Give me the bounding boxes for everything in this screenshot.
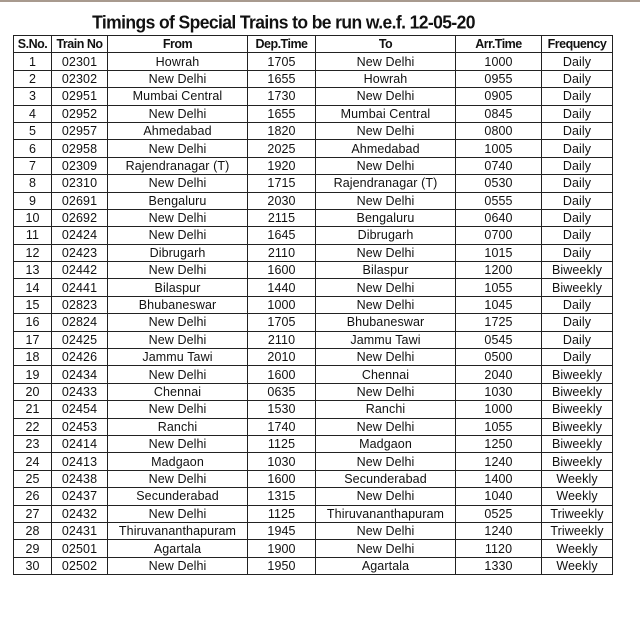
table-row [14, 122, 613, 139]
cell-arr-time: 0640 [456, 209, 542, 226]
cell-dep-time: 2115 [248, 209, 316, 226]
cell-from: New Delhi [108, 435, 248, 452]
cell-dep-time: 1950 [248, 557, 316, 574]
cell-to: New Delhi [316, 192, 456, 209]
cell-dep-time: 1705 [248, 314, 316, 331]
cell-frequency: Daily [542, 175, 613, 192]
cell-to: New Delhi [316, 53, 456, 70]
cell-to: New Delhi [316, 540, 456, 557]
cell-sno: 25 [14, 470, 52, 487]
cell-train-no: 02441 [52, 279, 108, 296]
column-header-sno: S.No. [14, 36, 52, 53]
cell-arr-time: 0525 [456, 505, 542, 522]
cell-frequency: Daily [542, 314, 613, 331]
cell-dep-time: 1125 [248, 435, 316, 452]
cell-arr-time: 1005 [456, 140, 542, 157]
cell-dep-time: 1125 [248, 505, 316, 522]
cell-to: Bilaspur [316, 262, 456, 279]
table-row [14, 314, 613, 331]
cell-sno: 15 [14, 296, 52, 313]
cell-sno: 18 [14, 349, 52, 366]
cell-arr-time: 0905 [456, 88, 542, 105]
cell-from: New Delhi [108, 175, 248, 192]
cell-arr-time: 0545 [456, 331, 542, 348]
cell-to: Dibrugarh [316, 227, 456, 244]
cell-to: Jammu Tawi [316, 331, 456, 348]
table-row [14, 227, 613, 244]
table-row [14, 262, 613, 279]
cell-arr-time: 1240 [456, 453, 542, 470]
cell-frequency: Biweekly [542, 279, 613, 296]
cell-train-no: 02423 [52, 244, 108, 261]
cell-from: Chennai [108, 383, 248, 400]
cell-dep-time: 1655 [248, 105, 316, 122]
cell-frequency: Triweekly [542, 522, 613, 539]
table-row [14, 88, 613, 105]
cell-sno: 16 [14, 314, 52, 331]
cell-sno: 19 [14, 366, 52, 383]
cell-dep-time: 1600 [248, 366, 316, 383]
cell-train-no: 02823 [52, 296, 108, 313]
cell-sno: 13 [14, 262, 52, 279]
cell-arr-time: 1120 [456, 540, 542, 557]
cell-dep-time: 1600 [248, 470, 316, 487]
cell-train-no: 02426 [52, 349, 108, 366]
cell-from: New Delhi [108, 140, 248, 157]
table-row [14, 435, 613, 452]
cell-from: New Delhi [108, 470, 248, 487]
cell-train-no: 02309 [52, 157, 108, 174]
cell-to: New Delhi [316, 488, 456, 505]
cell-arr-time: 1240 [456, 522, 542, 539]
cell-from: Thiruvananthapuram [108, 522, 248, 539]
cell-frequency: Daily [542, 105, 613, 122]
table-row [14, 401, 613, 418]
cell-dep-time: 1740 [248, 418, 316, 435]
cell-sno: 2 [14, 70, 52, 87]
cell-sno: 7 [14, 157, 52, 174]
special-trains-table [13, 35, 613, 575]
cell-train-no: 02414 [52, 435, 108, 452]
cell-frequency: Daily [542, 244, 613, 261]
cell-to: New Delhi [316, 244, 456, 261]
cell-arr-time: 1000 [456, 53, 542, 70]
cell-dep-time: 1655 [248, 70, 316, 87]
column-header-dep-time: Dep.Time [248, 36, 316, 53]
cell-arr-time: 0845 [456, 105, 542, 122]
cell-train-no: 02501 [52, 540, 108, 557]
cell-dep-time: 2110 [248, 331, 316, 348]
cell-dep-time: 1600 [248, 262, 316, 279]
cell-sno: 23 [14, 435, 52, 452]
cell-to: New Delhi [316, 383, 456, 400]
cell-to: Secunderabad [316, 470, 456, 487]
cell-from: New Delhi [108, 262, 248, 279]
cell-train-no: 02438 [52, 470, 108, 487]
cell-from: Ranchi [108, 418, 248, 435]
cell-dep-time: 1920 [248, 157, 316, 174]
cell-arr-time: 1725 [456, 314, 542, 331]
cell-sno: 10 [14, 209, 52, 226]
cell-to: New Delhi [316, 453, 456, 470]
cell-to: New Delhi [316, 157, 456, 174]
cell-frequency: Daily [542, 70, 613, 87]
cell-arr-time: 0500 [456, 349, 542, 366]
column-header-to: To [316, 36, 456, 53]
cell-sno: 8 [14, 175, 52, 192]
cell-frequency: Weekly [542, 540, 613, 557]
cell-sno: 17 [14, 331, 52, 348]
table-row [14, 244, 613, 261]
cell-dep-time: 1315 [248, 488, 316, 505]
table-row [14, 488, 613, 505]
table-row [14, 505, 613, 522]
cell-arr-time: 0700 [456, 227, 542, 244]
cell-train-no: 02958 [52, 140, 108, 157]
cell-from: Bengaluru [108, 192, 248, 209]
cell-from: New Delhi [108, 70, 248, 87]
cell-sno: 14 [14, 279, 52, 296]
table-row [14, 418, 613, 435]
cell-sno: 5 [14, 122, 52, 139]
cell-to: Thiruvananthapuram [316, 505, 456, 522]
cell-sno: 12 [14, 244, 52, 261]
cell-to: New Delhi [316, 349, 456, 366]
cell-sno: 30 [14, 557, 52, 574]
cell-frequency: Daily [542, 296, 613, 313]
cell-dep-time: 1645 [248, 227, 316, 244]
cell-sno: 21 [14, 401, 52, 418]
cell-train-no: 02951 [52, 88, 108, 105]
cell-arr-time: 1015 [456, 244, 542, 261]
cell-train-no: 02434 [52, 366, 108, 383]
table-row [14, 349, 613, 366]
cell-from: New Delhi [108, 505, 248, 522]
table-row [14, 540, 613, 557]
cell-frequency: Biweekly [542, 453, 613, 470]
cell-frequency: Biweekly [542, 401, 613, 418]
cell-dep-time: 2010 [248, 349, 316, 366]
cell-from: Bilaspur [108, 279, 248, 296]
table-row [14, 70, 613, 87]
cell-dep-time: 2025 [248, 140, 316, 157]
cell-from: Secunderabad [108, 488, 248, 505]
cell-from: New Delhi [108, 401, 248, 418]
cell-arr-time: 0740 [456, 157, 542, 174]
cell-dep-time: 1530 [248, 401, 316, 418]
cell-arr-time: 1055 [456, 279, 542, 296]
cell-to: Rajendranagar (T) [316, 175, 456, 192]
cell-frequency: Daily [542, 349, 613, 366]
cell-arr-time: 1040 [456, 488, 542, 505]
cell-dep-time: 1900 [248, 540, 316, 557]
cell-train-no: 02433 [52, 383, 108, 400]
cell-to: Bhubaneswar [316, 314, 456, 331]
cell-frequency: Daily [542, 53, 613, 70]
cell-frequency: Daily [542, 331, 613, 348]
cell-dep-time: 1730 [248, 88, 316, 105]
cell-dep-time: 1000 [248, 296, 316, 313]
cell-arr-time: 1200 [456, 262, 542, 279]
table-row [14, 209, 613, 226]
cell-frequency: Daily [542, 88, 613, 105]
table-row [14, 453, 613, 470]
cell-frequency: Weekly [542, 470, 613, 487]
cell-frequency: Daily [542, 227, 613, 244]
cell-train-no: 02692 [52, 209, 108, 226]
cell-sno: 3 [14, 88, 52, 105]
cell-train-no: 02310 [52, 175, 108, 192]
cell-train-no: 02442 [52, 262, 108, 279]
cell-from: Madgaon [108, 453, 248, 470]
cell-from: Rajendranagar (T) [108, 157, 248, 174]
table-row [14, 383, 613, 400]
cell-train-no: 02957 [52, 122, 108, 139]
table-row [14, 157, 613, 174]
cell-dep-time: 1715 [248, 175, 316, 192]
cell-from: New Delhi [108, 314, 248, 331]
table-body [14, 53, 613, 575]
cell-from: New Delhi [108, 366, 248, 383]
table-row [14, 331, 613, 348]
cell-to: Chennai [316, 366, 456, 383]
cell-train-no: 02502 [52, 557, 108, 574]
cell-to: Bengaluru [316, 209, 456, 226]
cell-arr-time: 0530 [456, 175, 542, 192]
cell-sno: 22 [14, 418, 52, 435]
cell-from: New Delhi [108, 209, 248, 226]
cell-train-no: 02413 [52, 453, 108, 470]
cell-sno: 29 [14, 540, 52, 557]
table-row [14, 53, 613, 70]
cell-train-no: 02437 [52, 488, 108, 505]
cell-frequency: Daily [542, 209, 613, 226]
cell-arr-time: 1000 [456, 401, 542, 418]
table-row [14, 105, 613, 122]
cell-dep-time: 1820 [248, 122, 316, 139]
column-header-frequency: Frequency [542, 36, 613, 53]
table-row [14, 522, 613, 539]
cell-to: New Delhi [316, 418, 456, 435]
cell-arr-time: 1250 [456, 435, 542, 452]
cell-frequency: Biweekly [542, 366, 613, 383]
cell-frequency: Triweekly [542, 505, 613, 522]
cell-sno: 24 [14, 453, 52, 470]
cell-from: New Delhi [108, 105, 248, 122]
table-row [14, 140, 613, 157]
cell-to: New Delhi [316, 522, 456, 539]
cell-frequency: Daily [542, 157, 613, 174]
cell-arr-time: 0955 [456, 70, 542, 87]
cell-arr-time: 1055 [456, 418, 542, 435]
cell-from: Ahmedabad [108, 122, 248, 139]
page-title: Timings of Special Trains to be run w.e.f. 12-05-20 [92, 11, 475, 33]
cell-to: Agartala [316, 557, 456, 574]
cell-train-no: 02691 [52, 192, 108, 209]
cell-from: New Delhi [108, 331, 248, 348]
table-row [14, 279, 613, 296]
cell-from: Howrah [108, 53, 248, 70]
table-row [14, 470, 613, 487]
cell-dep-time: 1945 [248, 522, 316, 539]
table-row [14, 296, 613, 313]
cell-arr-time: 0800 [456, 122, 542, 139]
top-edge-bar [0, 0, 640, 2]
cell-sno: 4 [14, 105, 52, 122]
cell-train-no: 02302 [52, 70, 108, 87]
cell-arr-time: 2040 [456, 366, 542, 383]
cell-to: Howrah [316, 70, 456, 87]
cell-frequency: Daily [542, 192, 613, 209]
column-header-from: From [108, 36, 248, 53]
cell-dep-time: 2110 [248, 244, 316, 261]
cell-from: Agartala [108, 540, 248, 557]
cell-sno: 11 [14, 227, 52, 244]
cell-train-no: 02824 [52, 314, 108, 331]
cell-sno: 1 [14, 53, 52, 70]
cell-train-no: 02424 [52, 227, 108, 244]
cell-train-no: 02425 [52, 331, 108, 348]
cell-from: Bhubaneswar [108, 296, 248, 313]
table-row [14, 192, 613, 209]
cell-sno: 9 [14, 192, 52, 209]
cell-from: New Delhi [108, 227, 248, 244]
cell-from: Dibrugarh [108, 244, 248, 261]
table-row [14, 557, 613, 574]
cell-train-no: 02301 [52, 53, 108, 70]
cell-dep-time: 1030 [248, 453, 316, 470]
cell-to: Ahmedabad [316, 140, 456, 157]
cell-arr-time: 1330 [456, 557, 542, 574]
cell-train-no: 02453 [52, 418, 108, 435]
cell-arr-time: 1030 [456, 383, 542, 400]
cell-sno: 20 [14, 383, 52, 400]
cell-frequency: Weekly [542, 488, 613, 505]
column-header-train-no: Train No [52, 36, 108, 53]
cell-to: Mumbai Central [316, 105, 456, 122]
cell-frequency: Biweekly [542, 262, 613, 279]
cell-to: New Delhi [316, 296, 456, 313]
table-row [14, 175, 613, 192]
cell-sno: 26 [14, 488, 52, 505]
cell-dep-time: 2030 [248, 192, 316, 209]
cell-arr-time: 0555 [456, 192, 542, 209]
cell-frequency: Daily [542, 122, 613, 139]
cell-to: Madgaon [316, 435, 456, 452]
cell-dep-time: 0635 [248, 383, 316, 400]
column-header-arr-time: Arr.Time [456, 36, 542, 53]
cell-to: Ranchi [316, 401, 456, 418]
cell-sno: 28 [14, 522, 52, 539]
cell-frequency: Biweekly [542, 383, 613, 400]
cell-frequency: Biweekly [542, 418, 613, 435]
cell-sno: 27 [14, 505, 52, 522]
cell-to: New Delhi [316, 122, 456, 139]
cell-from: New Delhi [108, 557, 248, 574]
header-row [14, 36, 613, 53]
table-row [14, 366, 613, 383]
cell-frequency: Biweekly [542, 435, 613, 452]
cell-from: Mumbai Central [108, 88, 248, 105]
cell-arr-time: 1400 [456, 470, 542, 487]
cell-train-no: 02431 [52, 522, 108, 539]
cell-to: New Delhi [316, 279, 456, 296]
cell-frequency: Weekly [542, 557, 613, 574]
cell-to: New Delhi [316, 88, 456, 105]
cell-train-no: 02454 [52, 401, 108, 418]
cell-frequency: Daily [542, 140, 613, 157]
cell-dep-time: 1705 [248, 53, 316, 70]
cell-train-no: 02432 [52, 505, 108, 522]
cell-dep-time: 1440 [248, 279, 316, 296]
cell-from: Jammu Tawi [108, 349, 248, 366]
cell-train-no: 02952 [52, 105, 108, 122]
cell-arr-time: 1045 [456, 296, 542, 313]
cell-sno: 6 [14, 140, 52, 157]
